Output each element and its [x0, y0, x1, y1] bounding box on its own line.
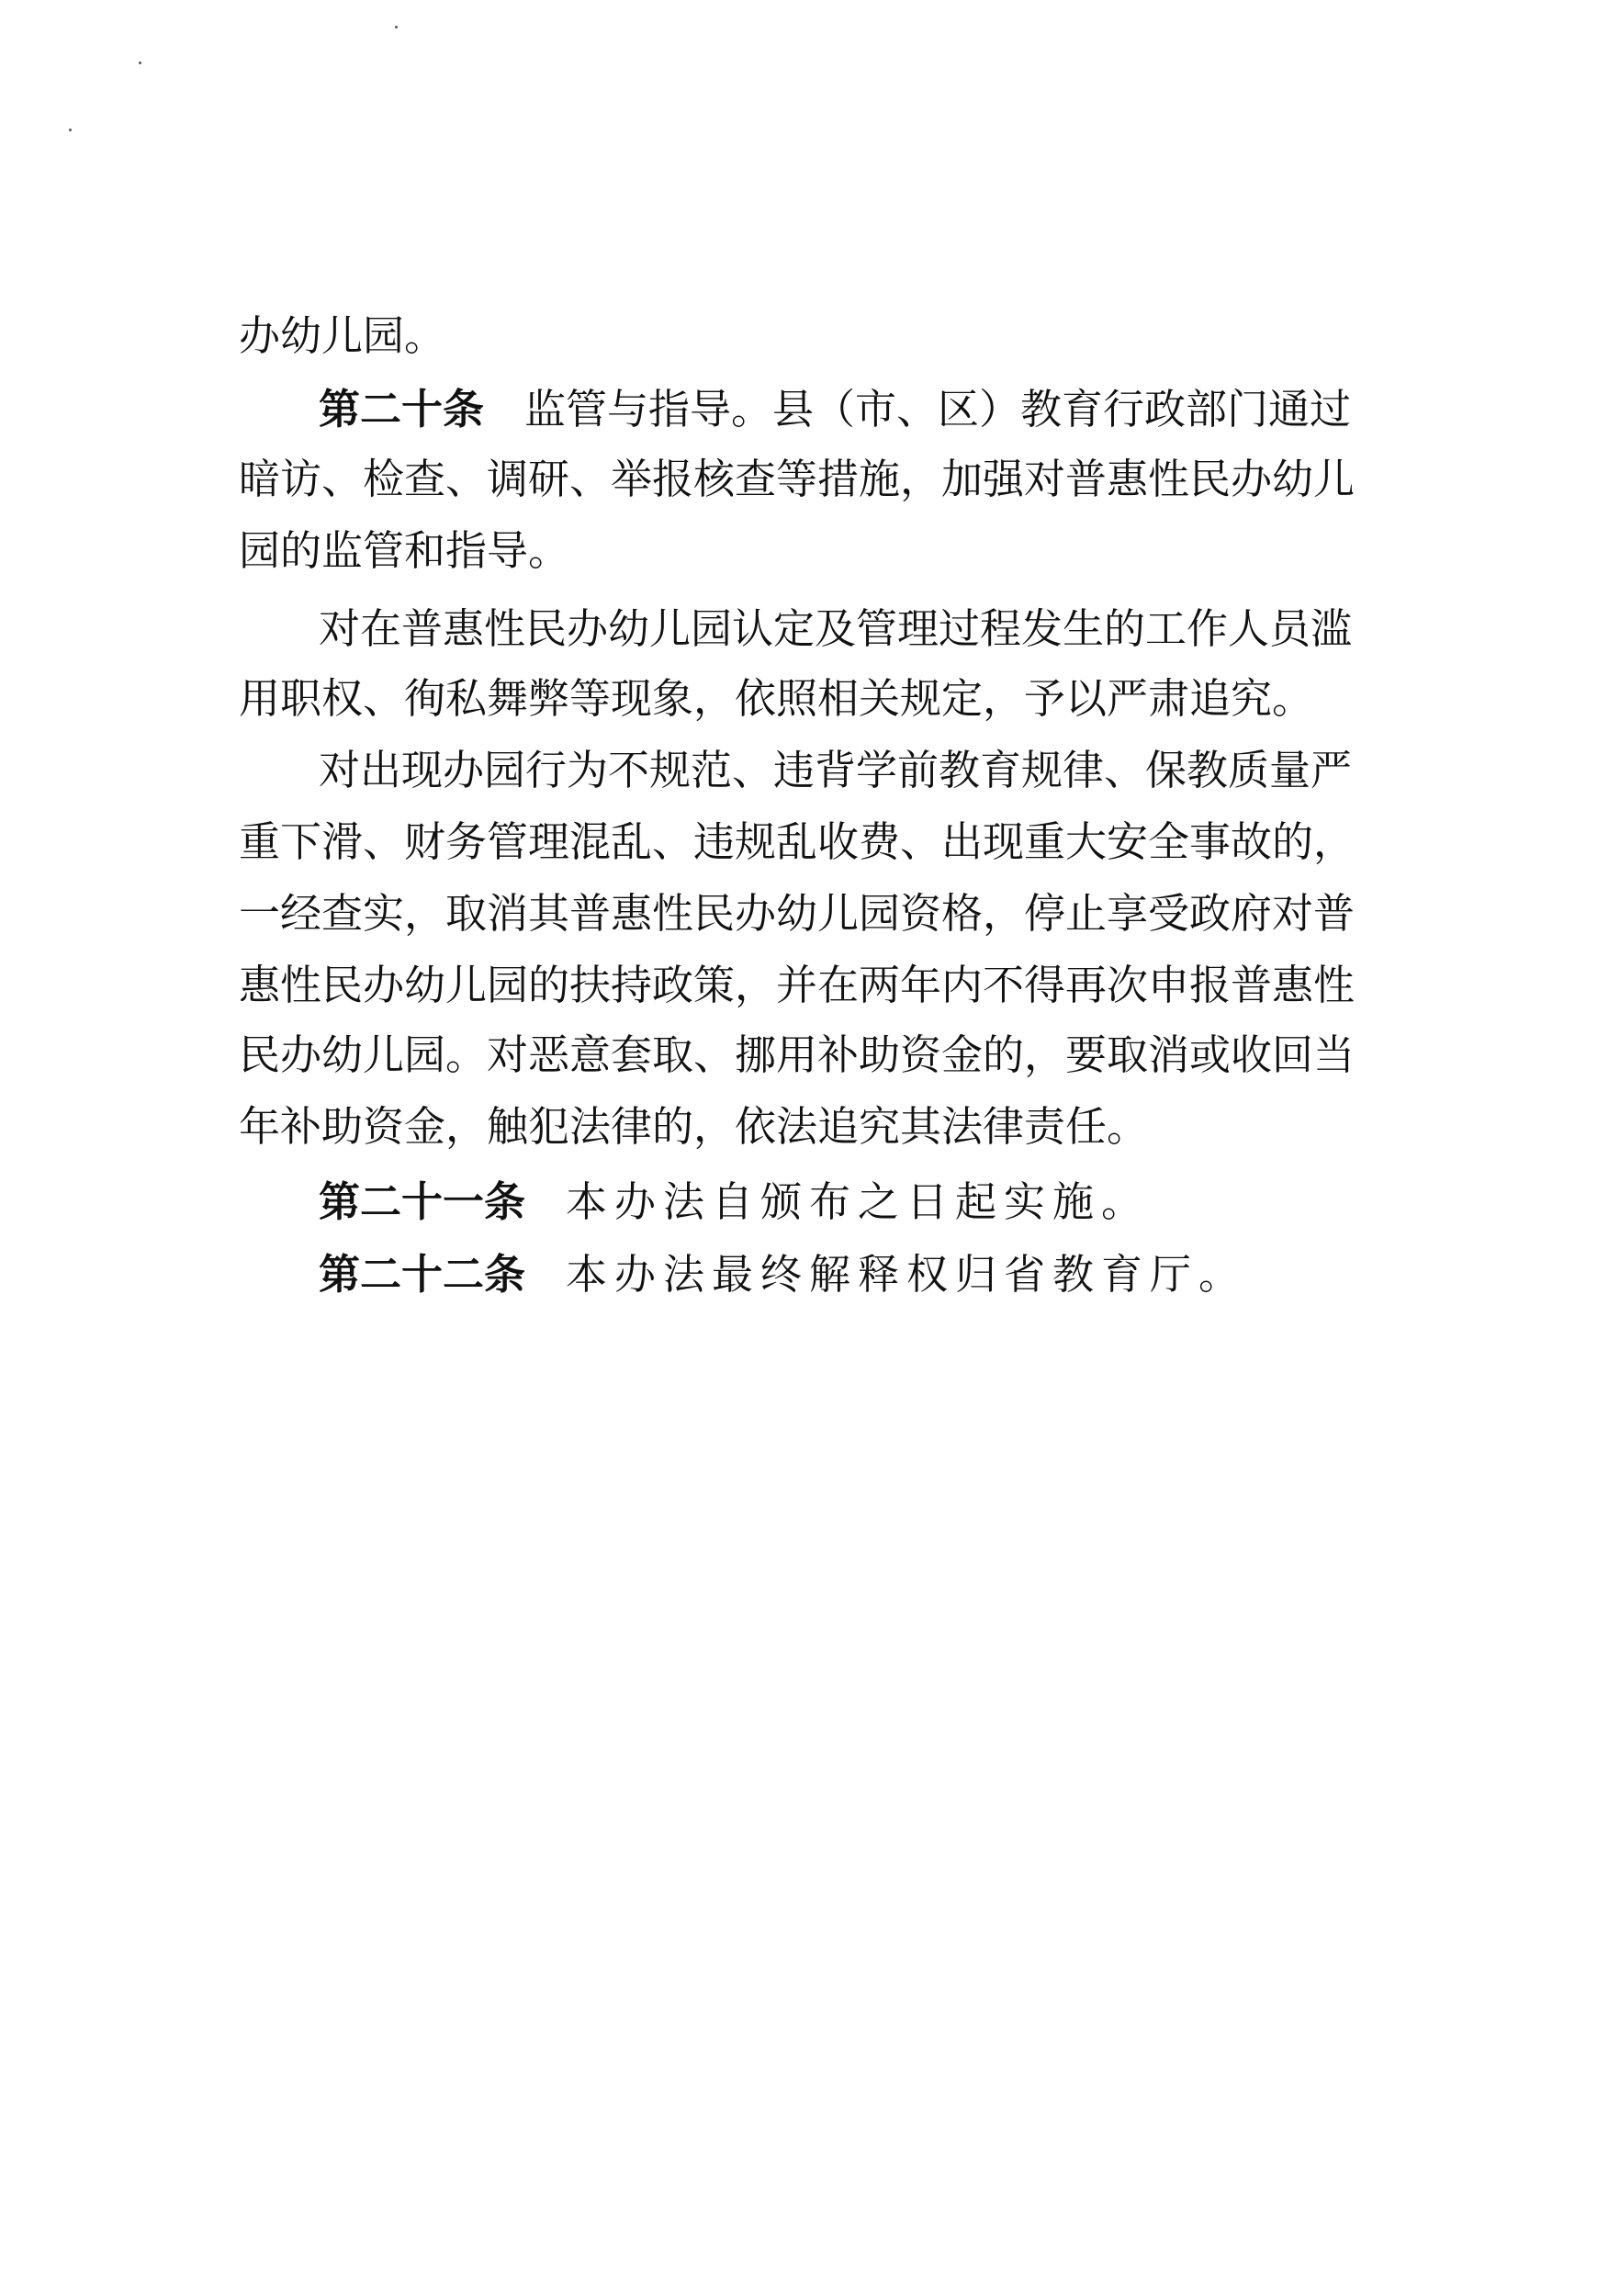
- line-text: 本办法自颁布之日起实施。: [566, 1177, 1151, 1226]
- text-line: [319, 743, 1353, 798]
- text-line: [239, 958, 1356, 1013]
- text-line: [319, 602, 1353, 657]
- text-line: [239, 1028, 1356, 1083]
- line-text: 民办幼儿园。对恶意套取、挪用补助资金的，要取消或收回当: [239, 1030, 1356, 1079]
- text-line: [239, 523, 1334, 579]
- line-text: 惠性民办幼儿园的扶持政策，并在两年内不得再次申报普惠性: [239, 961, 1356, 1009]
- line-text: 对出现办园行为不规范、违背学前教育规律、保教质量严: [319, 746, 1353, 794]
- line-text: 园的监管和指导。: [239, 526, 570, 575]
- scan-speck: [69, 129, 72, 131]
- text-line: [239, 1099, 1334, 1154]
- text-line: [239, 886, 1356, 941]
- line-text: 暗访、检查、调研、举报核查等措施，加强对普惠性民办幼儿: [239, 455, 1356, 503]
- line-text: 本办法最终解释权归省教育厅。: [566, 1250, 1248, 1299]
- scan-speck: [139, 62, 141, 64]
- article-21-line: [319, 1175, 1334, 1230]
- line-text: 对在普惠性民办幼儿园认定及管理过程发生的工作人员滥: [319, 604, 1353, 653]
- line-text: 重下滑、财务管理混乱、违规乱收费、出现重大安全事故的，: [239, 817, 1356, 866]
- line-text: 一经查实，取消其普惠性民办幼儿园资格，停止享受政府对普: [239, 889, 1356, 938]
- line-text: 用职权、徇私舞弊等现象，依照相关规定，予以严肃追究。: [239, 674, 1314, 723]
- article-heading: 第二十一条: [319, 1177, 526, 1226]
- text-line: [239, 815, 1356, 870]
- line-text: 年补助资金，触犯法律的，依法追究其法律责任。: [239, 1102, 1149, 1151]
- line-text: 监管与指导。县（市、区）教育行政部门通过: [524, 385, 1352, 433]
- text-line: [239, 309, 1334, 364]
- text-line: [239, 452, 1356, 507]
- line-text: 办幼儿园。: [239, 311, 446, 360]
- article-22-line: [319, 1247, 1334, 1302]
- article-20-line: [319, 382, 1352, 437]
- article-heading: 第二十条: [319, 385, 485, 433]
- scan-speck: [395, 26, 398, 28]
- text-line: [239, 671, 1334, 726]
- article-heading: 第二十二条: [319, 1250, 526, 1299]
